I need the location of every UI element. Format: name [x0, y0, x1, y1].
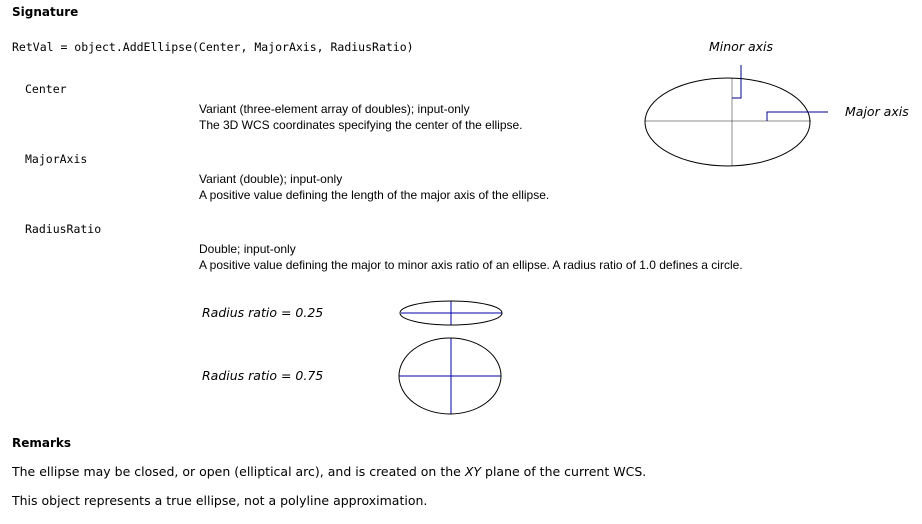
remarks-heading: Remarks — [12, 436, 72, 450]
param-desc-radiusratio: A positive value defining the major to minor axis ratio of an ellipse. A radius ratio of 1.0 defines a circle. — [199, 258, 743, 272]
signature-heading: Signature — [12, 5, 79, 19]
param-type-majoraxis: Variant (double); input-only — [199, 172, 343, 186]
example-label-075: Radius ratio = 0.75 — [202, 368, 324, 383]
remarks-line-2: This object represents a true ellipse, not a polyline approximation. — [12, 493, 428, 508]
param-type-center: Variant (three-element array of doubles); input-only — [199, 102, 470, 116]
signature-code: RetVal = object.AddEllipse(Center, MajorAxis, RadiusRatio) — [12, 40, 414, 54]
param-name-center: Center — [25, 82, 67, 96]
param-desc-majoraxis: A positive value defining the length of the major axis of the ellipse. — [199, 188, 550, 202]
param-desc-center: The 3D WCS coordinates specifying the center of the ellipse. — [199, 118, 523, 132]
major-axis-label: Major axis — [845, 104, 909, 119]
param-name-radiusratio: RadiusRatio — [25, 222, 102, 236]
remarks-line-1-italic: XY — [464, 464, 482, 479]
example-ellipse-075 — [399, 338, 501, 414]
example-ellipse-025 — [400, 301, 502, 325]
param-type-radiusratio: Double; input-only — [199, 242, 296, 256]
minor-axis-label: Minor axis — [709, 39, 773, 54]
remarks-line-1-after: plane of the current WCS. — [481, 464, 647, 479]
remarks-line-1-before: The ellipse may be closed, or open (elliptical arc), and is created on the — [12, 464, 465, 479]
example-label-025: Radius ratio = 0.25 — [202, 305, 324, 320]
remarks-line-1 — [12, 464, 646, 479]
param-name-majoraxis: MajorAxis — [25, 152, 88, 166]
